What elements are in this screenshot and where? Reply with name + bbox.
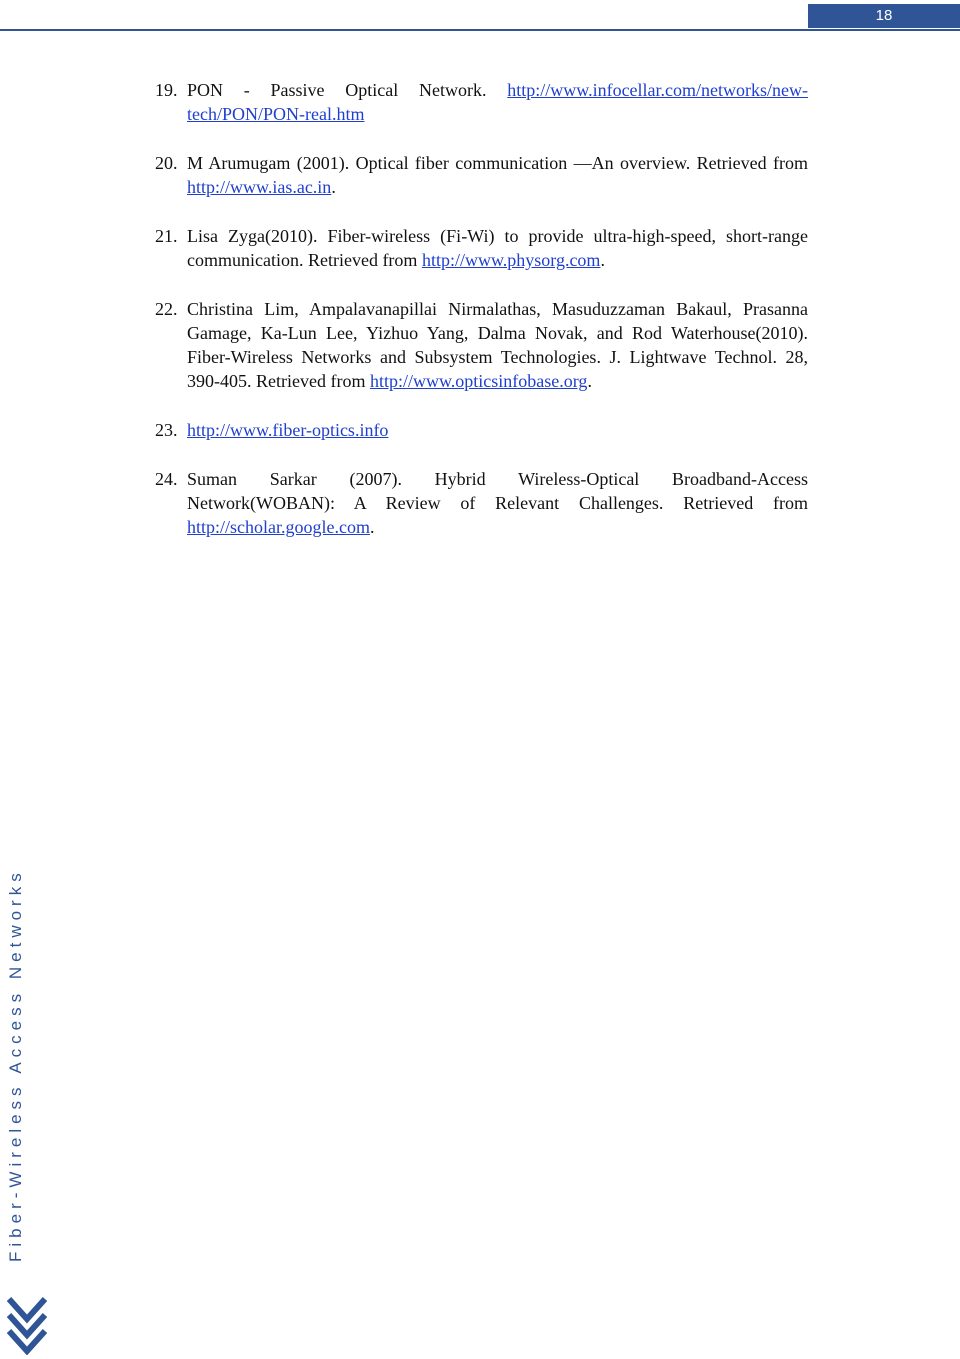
reference-segment: . <box>587 371 592 391</box>
reference-segment: Suman Sarkar (2007). Hybrid Wireless-Optical Broadband-Access Network(WOBAN): A Review of Relevant Challenges. Retrieved from <box>187 469 808 513</box>
reference-text <box>187 78 808 126</box>
reference-list <box>155 78 808 564</box>
reference-segment: . <box>331 177 336 197</box>
reference-number: 19. <box>155 80 178 100</box>
double-chevron-down-icon <box>6 1293 48 1355</box>
reference-item <box>155 78 808 126</box>
reference-number: 24. <box>155 469 178 489</box>
reference-link[interactable]: http://www.ias.ac.in <box>187 177 332 197</box>
reference-item <box>155 151 808 199</box>
reference-number: 20. <box>155 153 178 173</box>
running-title: Fiber-Wireless Access Networks <box>6 868 25 1262</box>
reference-link[interactable]: http://www.physorg.com <box>421 250 601 270</box>
reference-item <box>155 418 808 442</box>
reference-text <box>187 418 808 442</box>
reference-link[interactable]: http://www.opticsinfobase.org <box>369 371 588 391</box>
reference-item <box>155 297 808 393</box>
reference-text <box>187 151 808 199</box>
reference-segment: Christina Lim, Ampalavanapillai Nirmalathas, Masuduzzaman Bakaul, Prasanna Gamage, Ka-Lun Lee, Yizhuo Yang, Dalma Novak, and Rod Waterhouse(2010). Fiber-Wireless Networks and Subsystem Technologies. J. Lightwave Technol. 28, 390-405. Retrieved from <box>187 299 808 391</box>
reference-number: 22. <box>155 299 178 319</box>
reference-text <box>187 297 808 393</box>
reference-link[interactable]: http://scholar.google.com <box>187 517 370 537</box>
reference-text <box>187 467 808 539</box>
reference-link[interactable]: http://www.fiber-optics.info <box>187 420 389 440</box>
page-number-badge: 18 <box>808 4 960 28</box>
reference-item <box>155 224 808 272</box>
reference-segment: Lisa Zyga(2010). Fiber-wireless (Fi-Wi) to provide ultra-high-speed, short-range communication. Retrieved from <box>187 226 808 270</box>
reference-number: 21. <box>155 226 178 246</box>
reference-number: 23. <box>155 420 178 440</box>
reference-segment: M Arumugam (2001). Optical fiber communication —An overview. Retrieved from <box>187 153 808 173</box>
reference-item <box>155 467 808 539</box>
reference-segment: . <box>600 250 605 270</box>
reference-segment: . <box>369 517 375 537</box>
reference-text <box>187 224 808 272</box>
header-rule <box>0 29 960 31</box>
reference-link[interactable]: http://www.infocellar.com/networks/new-tech/PON/PON-real.htm <box>187 80 808 124</box>
reference-segment: PON - Passive Optical Network. <box>187 80 508 100</box>
